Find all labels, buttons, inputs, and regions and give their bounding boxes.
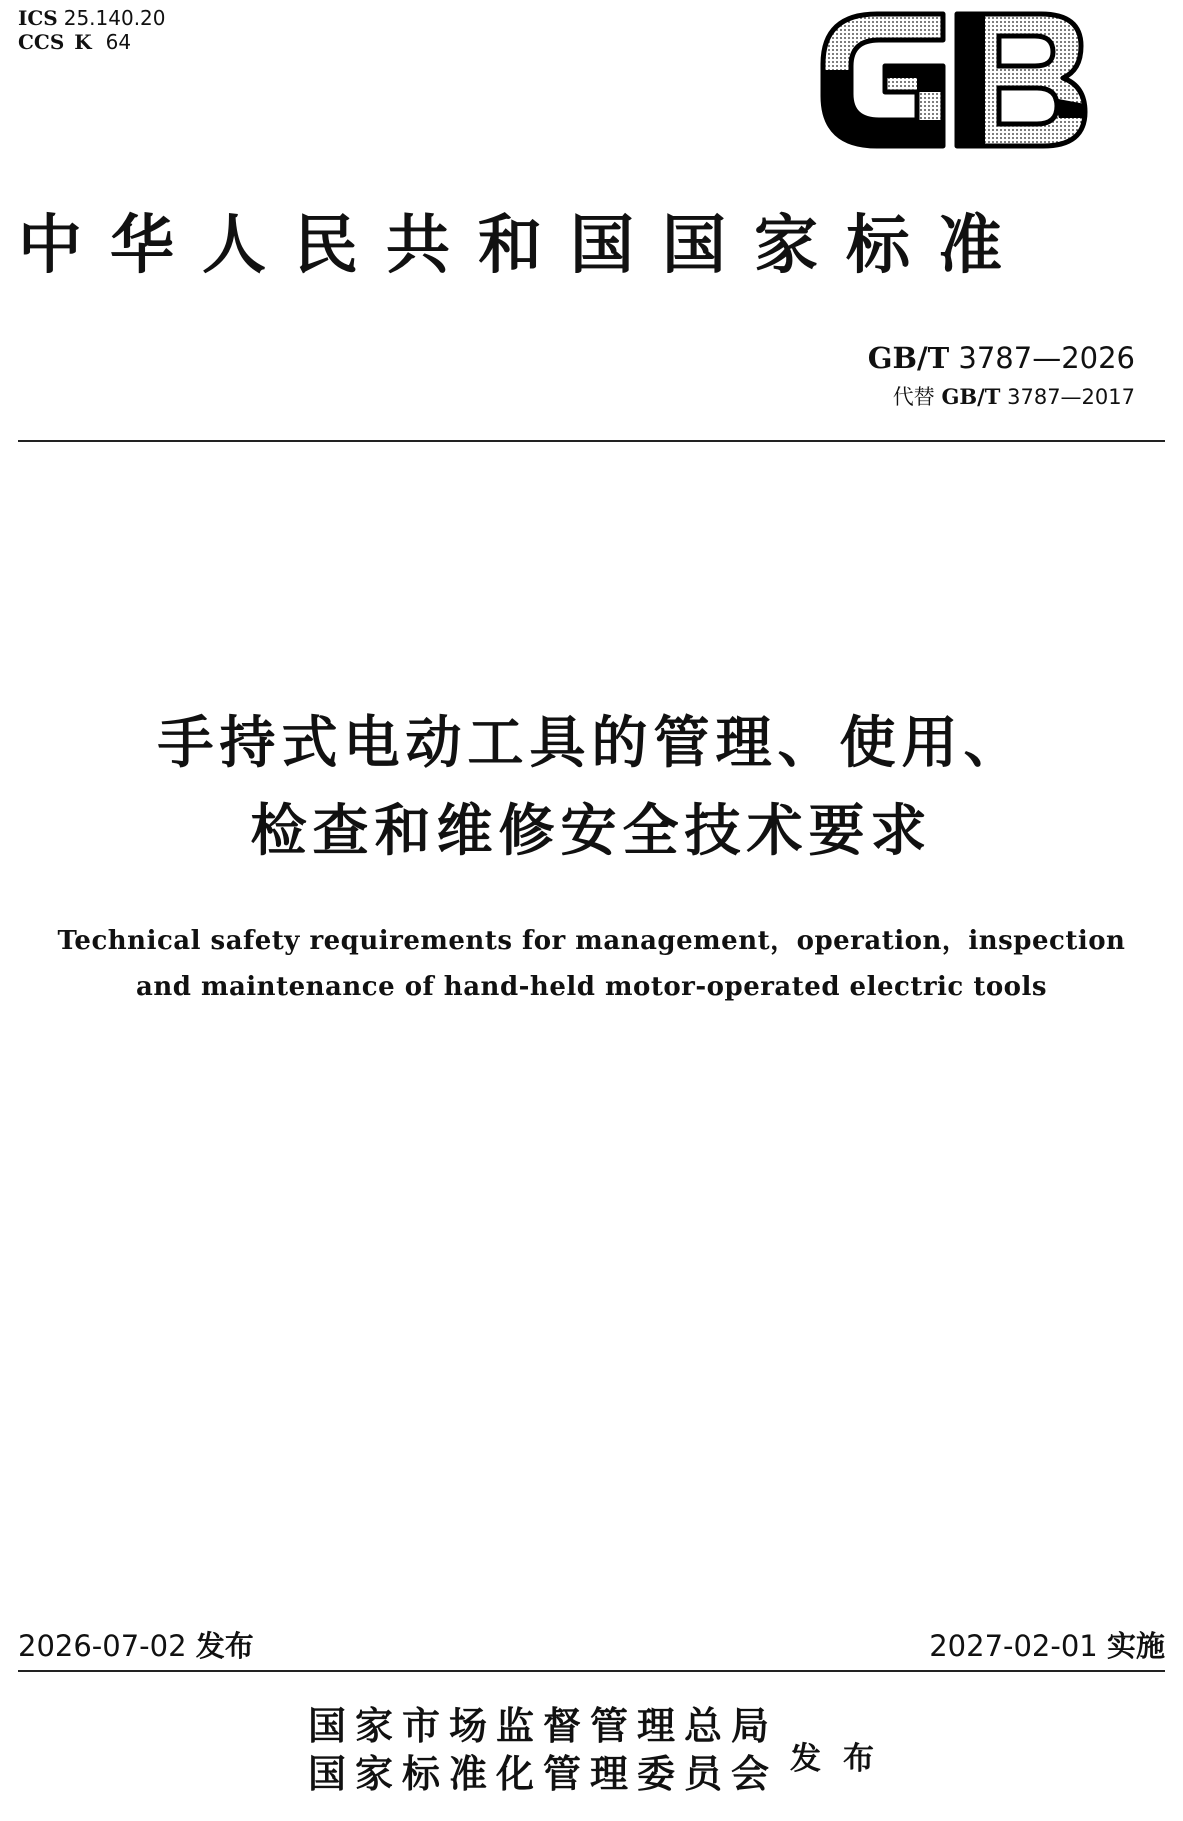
bottom-divider bbox=[18, 1670, 1165, 1672]
issue-date bbox=[18, 1626, 254, 1666]
national-standard-title: 中华人民共和国国家标准 bbox=[18, 208, 1030, 283]
issuer-line-1: 国家市场监督管理总局 bbox=[308, 1703, 779, 1748]
replaces-prefix: GB/T bbox=[941, 384, 1001, 409]
standard-code: 3787—2026 bbox=[958, 341, 1135, 375]
english-title-line-1: Technical safety requirements for management，operation，inspection bbox=[57, 926, 1126, 956]
chinese-title-line-1: 手持式电动工具的管理、使用、 bbox=[157, 711, 1026, 776]
issuer-line-2: 国家标准化管理委员会 bbox=[308, 1751, 779, 1796]
replaces-standard bbox=[868, 382, 1135, 412]
top-divider bbox=[18, 440, 1165, 442]
replaces-code: 3787—2017 bbox=[1007, 385, 1135, 409]
gb-standard-logo bbox=[815, 8, 1090, 151]
classification-codes bbox=[18, 6, 166, 54]
issue-date-word: 发布 bbox=[195, 1629, 254, 1663]
english-title-line-2: and maintenance of hand-held motor-operated electric tools bbox=[135, 972, 1048, 1002]
ccs-label: CCS bbox=[18, 30, 65, 54]
standard-prefix: GB/T bbox=[867, 341, 950, 375]
issue-date-value: 2026-07-02 bbox=[18, 1629, 187, 1663]
ics-row bbox=[18, 6, 166, 30]
ccs-code: 64 bbox=[105, 30, 132, 54]
chinese-title-line-2: 检查和维修安全技术要求 bbox=[250, 799, 933, 864]
ics-code: 25.140.20 bbox=[63, 6, 166, 30]
logo-letter-g bbox=[823, 14, 943, 146]
standard-number bbox=[868, 340, 1135, 376]
issuing-authorities bbox=[308, 1702, 778, 1798]
chinese-title bbox=[0, 700, 1183, 876]
implementation-date bbox=[929, 1626, 1165, 1666]
implementation-date-word: 实施 bbox=[1106, 1629, 1165, 1663]
standard-number-block bbox=[868, 340, 1135, 412]
english-title bbox=[0, 918, 1183, 1010]
publish-word: 发布 bbox=[790, 1741, 896, 1777]
ics-label: ICS bbox=[18, 6, 58, 30]
replaces-word: 代替 bbox=[892, 385, 935, 409]
logo-letter-b bbox=[957, 14, 1085, 146]
ccs-row bbox=[18, 30, 166, 54]
ccs-category: K bbox=[74, 30, 92, 54]
implementation-date-value: 2027-02-01 bbox=[929, 1629, 1098, 1663]
